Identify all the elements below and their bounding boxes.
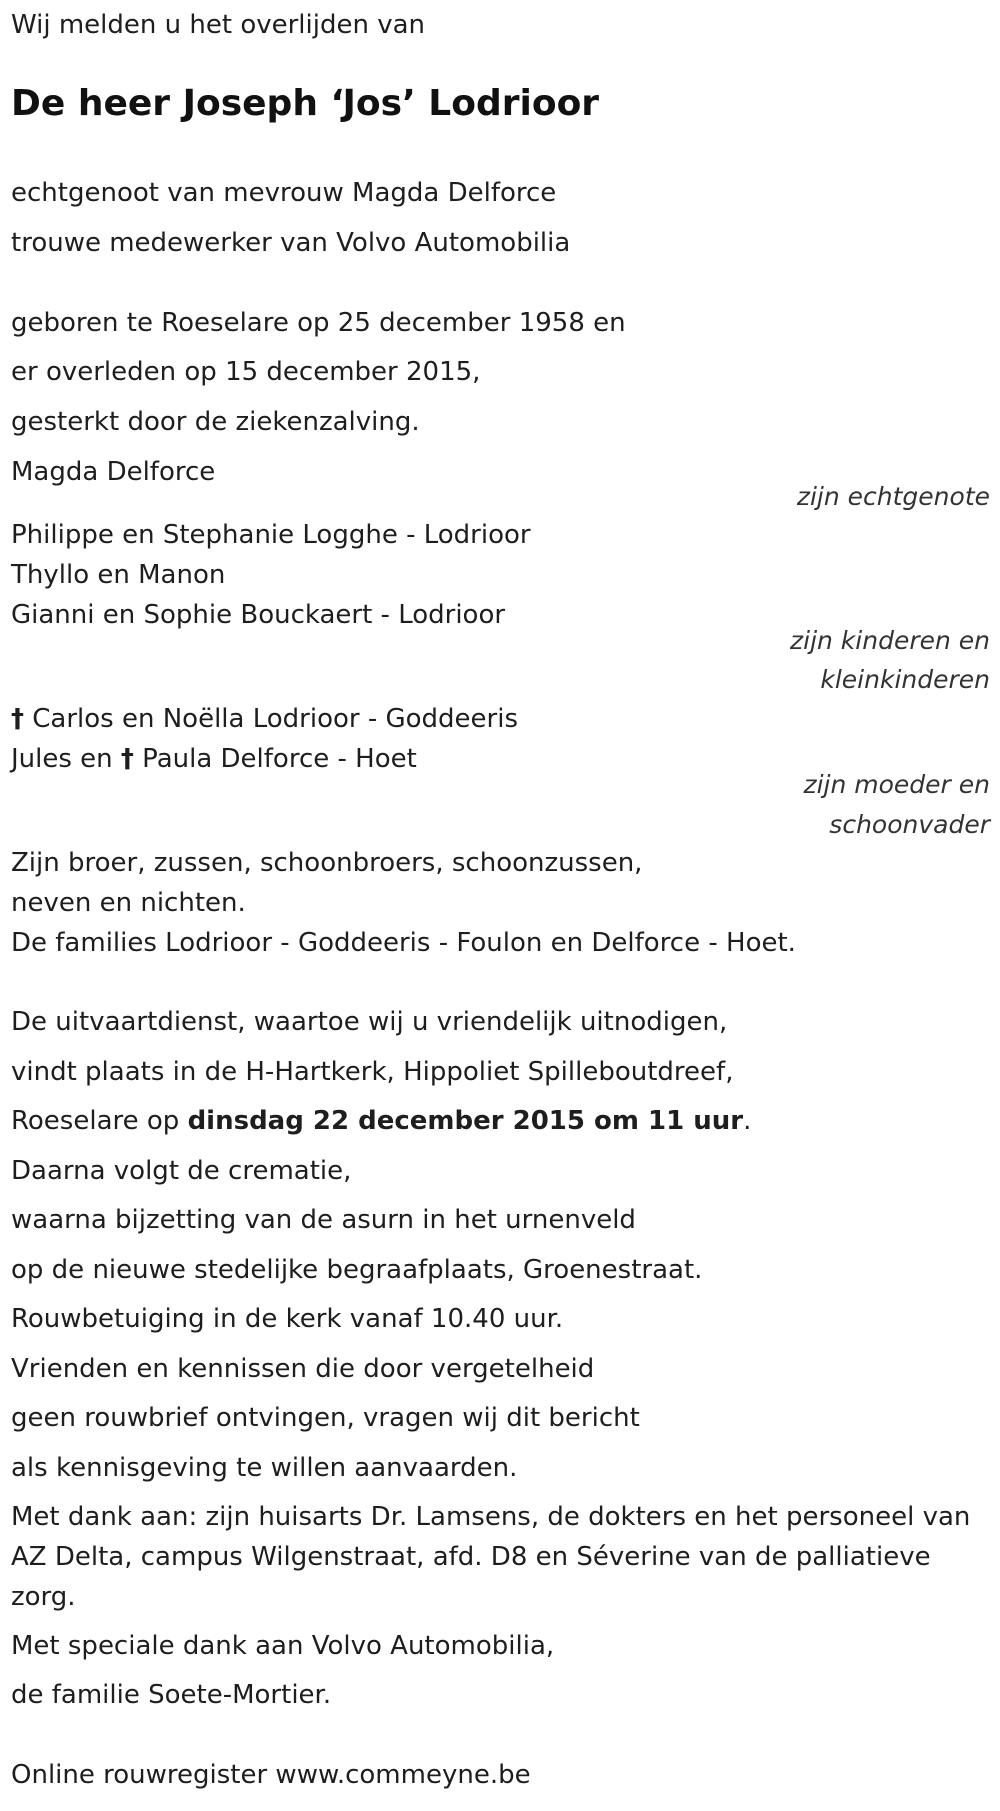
service-line: vindt plaats in de H-Hartkerk, Hippoliet Spilleboutdreef, <box>11 1057 734 1087</box>
cross-symbol: † <box>120 744 134 774</box>
parents-line <box>11 702 518 736</box>
details-line: als kennisgeving te willen aanvaarden. <box>11 1453 518 1483</box>
children-relation: kleinkinderen <box>820 665 990 694</box>
sacrament-line: gesterkt door de ziekenzalving. <box>11 407 420 437</box>
family-line: Zijn broer, zussen, schoonbroers, schoonzussen, <box>11 848 643 878</box>
cross-symbol: † <box>11 704 24 734</box>
parents-in-law-names: Jules en <box>11 744 121 774</box>
details-line: waarna bijzetting van de asurn in het urnenveld <box>11 1205 636 1235</box>
children-line: Gianni en Sophie Bouckaert - Lodrioor <box>11 600 506 630</box>
parents-relation: schoonvader <box>829 810 990 839</box>
thanks-line: Met dank aan: zijn huisarts Dr. Lamsens, de dokters en het personeel van <box>11 1502 971 1532</box>
family-line: neven en nichten. <box>11 888 246 918</box>
grandchildren-line: Thyllo en Manon <box>11 560 226 590</box>
death-line: er overleden op 15 december 2015, <box>11 357 481 387</box>
service-date-line <box>11 1104 751 1138</box>
details-line: geen rouwbrief ontvingen, vragen wij dit bericht <box>11 1403 640 1433</box>
parents-in-law-line <box>11 742 417 776</box>
special-thanks-line: Met speciale dank aan Volvo Automobilia, <box>11 1631 555 1661</box>
thanks-line: zorg. <box>11 1582 76 1612</box>
spouse-name: Magda Delforce <box>11 457 216 487</box>
details-line: Daarna volgt de crematie, <box>11 1156 352 1186</box>
family-line: De families Lodrioor - Goddeeris - Foulon en Delforce - Hoet. <box>11 928 796 958</box>
intro-text: Wij melden u het overlijden van <box>11 10 426 40</box>
thanks-line: AZ Delta, campus Wilgenstraat, afd. D8 en Séverine van de palliatieve <box>11 1542 931 1572</box>
online-register: Online rouwregister www.commeyne.be <box>11 1760 531 1790</box>
service-date-prefix: Roeselare op <box>11 1106 188 1136</box>
service-date-suffix: . <box>743 1106 752 1136</box>
details-line: Vrienden en kennissen die door vergetelheid <box>11 1354 595 1384</box>
bio-employer-line: trouwe medewerker van Volvo Automobilia <box>11 228 571 258</box>
deceased-name: De heer Joseph ‘Jos’ Lodrioor <box>11 83 600 124</box>
birth-line: geboren te Roeselare op 25 december 1958 en <box>11 308 626 338</box>
special-thanks-line: de familie Soete-Mortier. <box>11 1680 332 1710</box>
parents-in-law-names: Paula Delforce - Hoet <box>133 744 417 774</box>
details-line: op de nieuwe stedelijke begraafplaats, Groenestraat. <box>11 1255 703 1285</box>
spouse-relation: zijn echtgenote <box>796 482 990 511</box>
children-relation: zijn kinderen en <box>790 626 990 655</box>
bio-spouse-line: echtgenoot van mevrouw Magda Delforce <box>11 178 557 208</box>
service-line: De uitvaartdienst, waartoe wij u vriendelijk uitnodigen, <box>11 1007 728 1037</box>
details-line: Rouwbetuiging in de kerk vanaf 10.40 uur. <box>11 1304 564 1334</box>
parents-relation: zijn moeder en <box>803 770 990 799</box>
parents-names: Carlos en Noëlla Lodrioor - Goddeeris <box>24 704 518 734</box>
children-line: Philippe en Stephanie Logghe - Lodrioor <box>11 520 531 550</box>
service-date: dinsdag 22 december 2015 om 11 uur <box>187 1106 744 1136</box>
